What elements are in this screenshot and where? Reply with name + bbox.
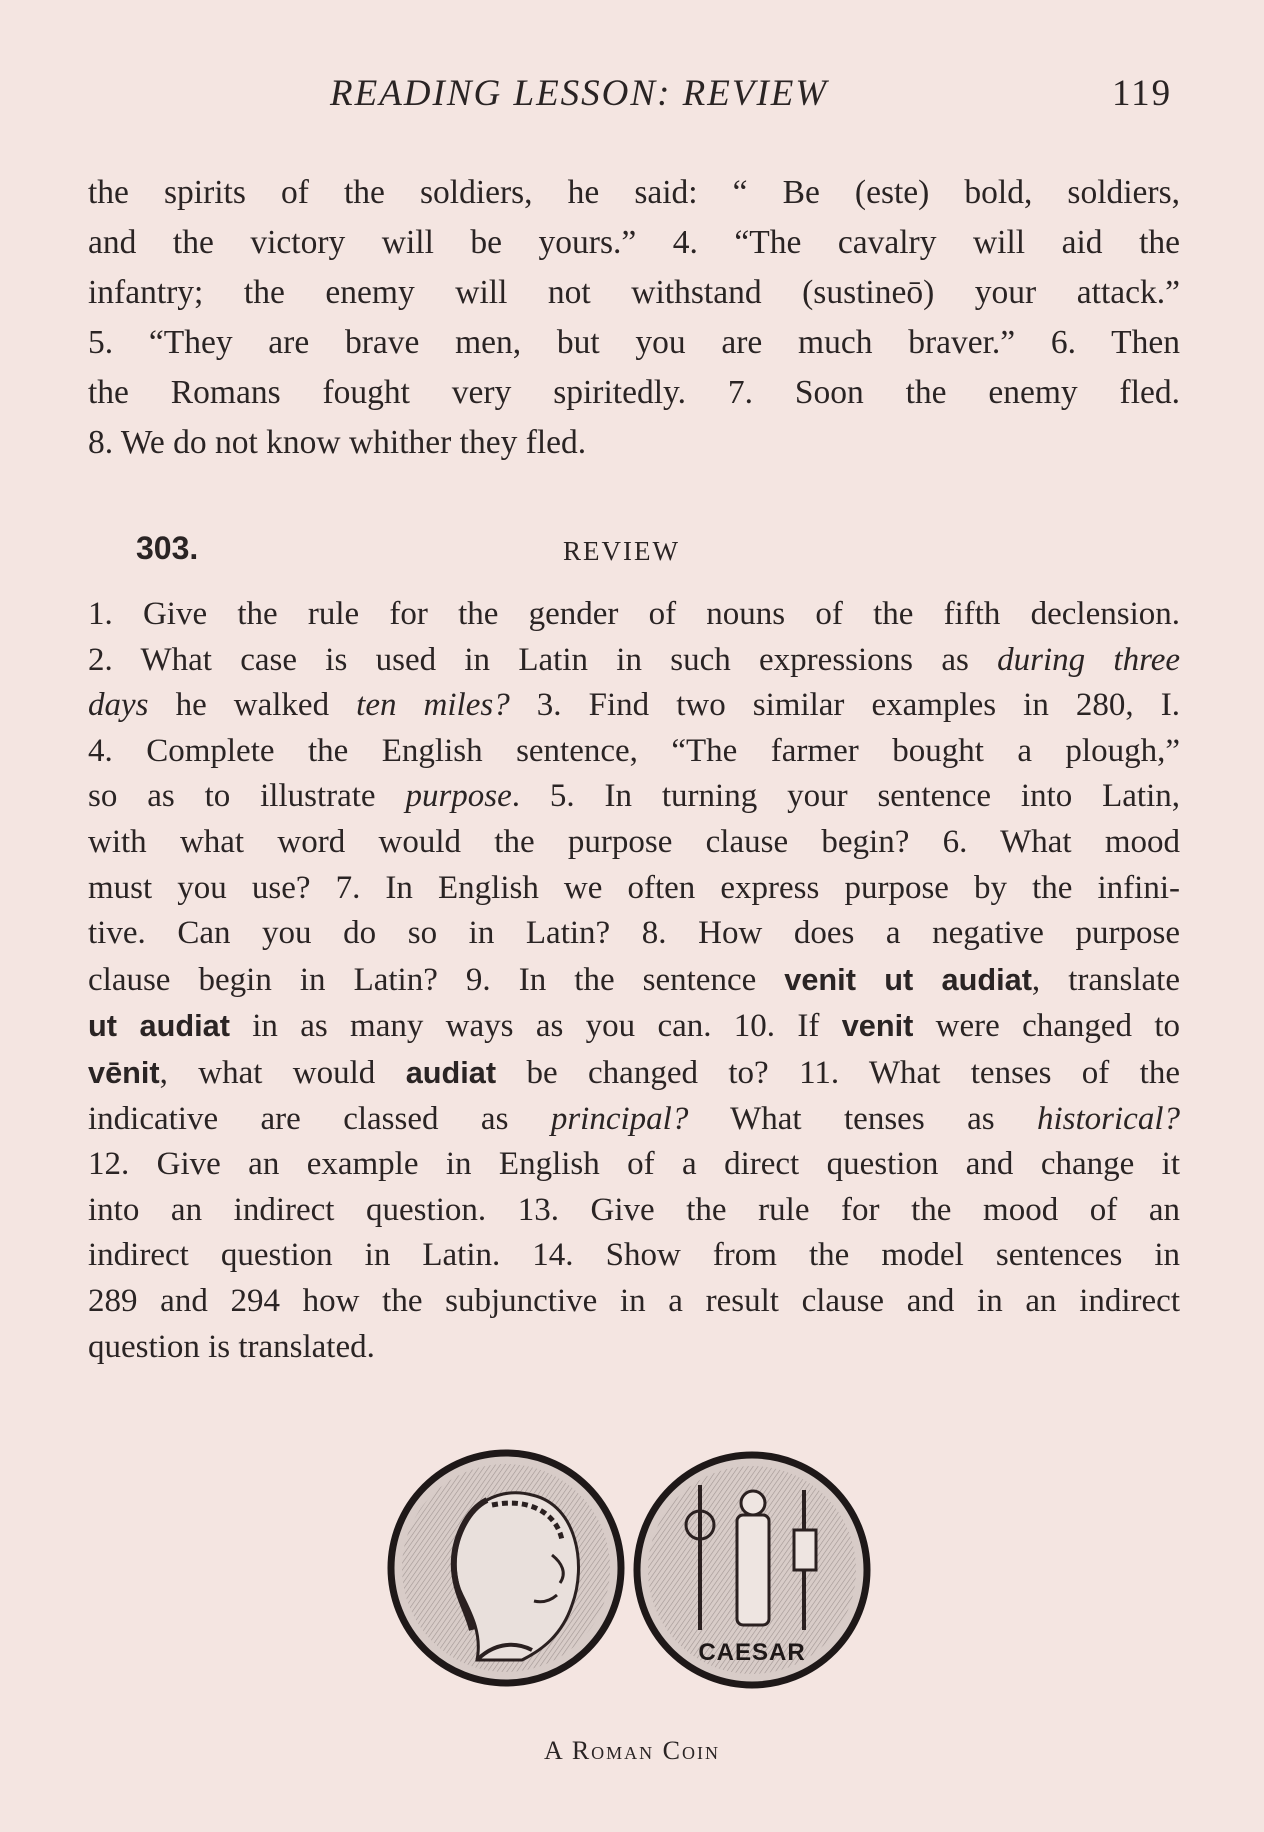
section-title: REVIEW — [563, 536, 680, 566]
text-run: be changed to? 11. What tenses of the — [496, 1054, 1180, 1091]
text-run: What tenses as — [688, 1100, 1037, 1137]
text-line — [88, 729, 1180, 775]
latin-phrase: audiat — [405, 1054, 497, 1090]
text-line: the spirits of the soldiers, he said: “ Be (este) bold, soldiers, — [88, 174, 1180, 211]
text-run: 1. Give the rule for the gender of nouns of the fifth declension. — [88, 596, 1180, 632]
italic-phrase: ten miles? — [356, 687, 510, 724]
text-run: 4. Complete the English sentence, “The farmer bought a plough,” — [88, 732, 1180, 769]
exercise-paragraph — [88, 168, 1180, 468]
italic-phrase: during three — [997, 641, 1180, 678]
text-line: 5. “They are brave men, but you are much braver.” 6. Then — [88, 324, 1180, 361]
coin-obverse — [391, 1453, 621, 1683]
text-run: in as many ways as you can. 10. If — [229, 1008, 842, 1045]
text-line — [88, 1325, 1180, 1371]
text-run: clause begin in Latin? 9. In the sentence — [88, 961, 785, 998]
figure-caption: A Roman Coin — [543, 1736, 721, 1765]
text-run: 3. Find two similar examples in 280, I. — [509, 687, 1180, 724]
text-line — [88, 1142, 1180, 1188]
text-line — [88, 820, 1180, 866]
text-run: 12. Give an example in English of a direct question and change it — [88, 1146, 1180, 1183]
text-run: with what word would the purpose clause begin? 6. What mood — [88, 823, 1180, 860]
coin-inscription: CAESAR — [698, 1639, 806, 1666]
italic-phrase: principal? — [550, 1100, 689, 1137]
roman-coin-illustration — [382, 1445, 882, 1695]
text-run: indirect question in Latin. 14. Show from the model sentences in — [88, 1237, 1180, 1274]
text-run: 2. What case is used in Latin in such expressions as — [88, 641, 998, 678]
text-line — [88, 1233, 1180, 1279]
coin-reverse — [637, 1455, 867, 1685]
latin-phrase: vēnit — [88, 1054, 160, 1090]
text-line: infantry; the enemy will not withstand (sustineō) your attack.” — [88, 274, 1180, 311]
text-line — [88, 1279, 1180, 1325]
text-line — [88, 774, 1180, 820]
running-head: READING LESSON: REVIEW — [330, 73, 829, 114]
italic-phrase: days — [88, 687, 149, 724]
text-line — [88, 1097, 1180, 1143]
text-run: were changed to — [913, 1008, 1180, 1045]
text-run: he walked — [148, 687, 357, 724]
text-line — [88, 1003, 1180, 1050]
text-run: 289 and 294 how the subjunctive in a result clause and in an indirect — [88, 1282, 1180, 1319]
latin-phrase: ut audiat — [88, 1008, 230, 1044]
text-line — [88, 1050, 1180, 1097]
text-run: . 5. In turning your sentence into Latin, — [511, 778, 1181, 815]
text-line: the Romans fought very spiritedly. 7. Soon the enemy fled. — [88, 374, 1180, 411]
page-number: 119 — [1112, 73, 1173, 114]
text-line — [88, 866, 1180, 912]
text-run: indicative are classed as — [88, 1100, 551, 1137]
text-line: and the victory will be yours.” 4. “The cavalry will aid the — [88, 224, 1180, 261]
text-run: so as to illustrate — [88, 778, 406, 815]
italic-phrase: purpose — [405, 778, 512, 815]
text-line — [88, 911, 1180, 957]
text-line — [88, 592, 1180, 638]
text-run: tive. Can you do so in Latin? 8. How does a negative purpose — [88, 915, 1180, 952]
text-line — [88, 1188, 1180, 1234]
section-number: 303. — [136, 530, 199, 566]
latin-phrase: venit ut audiat — [784, 961, 1032, 997]
text-line: 8. We do not know whither they fled. — [88, 424, 587, 461]
italic-phrase: historical? — [1036, 1100, 1180, 1137]
text-run: into an indirect question. 13. Give the rule for the mood of an — [88, 1191, 1180, 1228]
text-line — [88, 957, 1180, 1004]
text-run: must you use? 7. In English we often express purpose by the infini- — [88, 869, 1180, 906]
text-line — [88, 638, 1180, 684]
latin-phrase: venit — [841, 1008, 914, 1044]
text-run: , translate — [1031, 961, 1181, 998]
text-run: question is translated. — [88, 1328, 375, 1365]
text-line — [88, 683, 1180, 729]
review-questions — [88, 592, 1180, 1370]
text-run: , what would — [159, 1054, 406, 1091]
